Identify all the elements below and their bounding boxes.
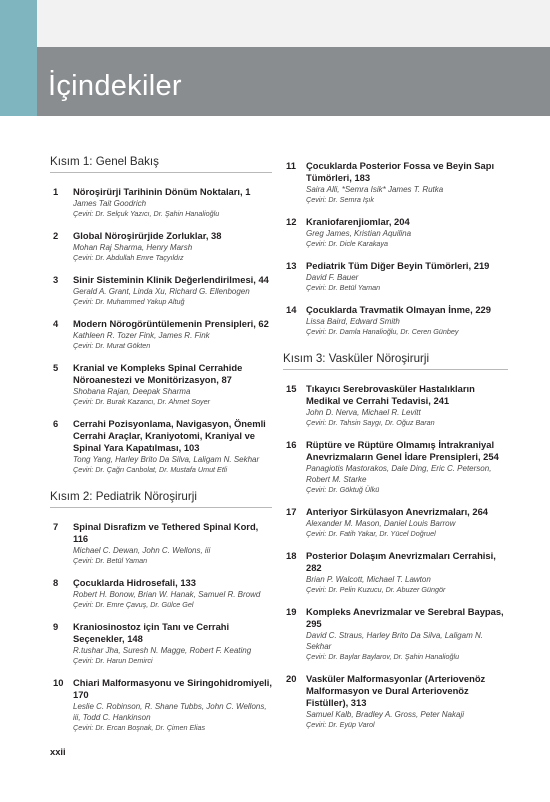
chapter-translators: Çeviri: Dr. Selçuk Yazıcı, Dr. Şahin Hanalioğlu	[73, 209, 220, 218]
toc-entry[interactable]	[50, 362, 272, 407]
chapter-translators: Çeviri: Dr. Dicle Karakaya	[306, 239, 389, 248]
toc-entry[interactable]	[283, 383, 508, 428]
toc-entry[interactable]	[283, 673, 508, 730]
chapter-title: Çocuklarda Posterior Fossa ve Beyin Sapı Tümörleri, 183	[306, 160, 495, 183]
toc-entry[interactable]	[50, 577, 272, 610]
chapter-title: Kranial ve Kompleks Spinal Cerrahide Nöroanestezi ve Monitörizasyon, 87	[73, 362, 243, 385]
chapter-number: 19	[286, 606, 297, 617]
chapter-authors: Brian P. Walcott, Michael T. Lawton	[306, 575, 431, 584]
chapter-title: Cerrahi Pozisyonlama, Navigasyon, Önemli Cerrahi Araçlar, Kraniyotomi, Kraniyal ve Spinal Yara Kapatılması, 103	[73, 418, 266, 453]
chapter-title: Anteriyor Sirkülasyon Anevrizmaları, 264	[306, 506, 489, 517]
chapter-number: 8	[53, 577, 59, 588]
section-heading: Kısım 3: Vasküler Nöroşirurji	[283, 352, 508, 370]
chapter-number: 14	[286, 304, 297, 315]
chapter-title: Sinir Sisteminin Klinik Değerlendirilmesi, 44	[73, 274, 269, 285]
chapter-title: Spinal Disrafizm ve Tethered Spinal Kord, 116	[73, 521, 259, 544]
chapter-number: 16	[286, 439, 297, 450]
chapter-authors: Shobana Rajan, Deepak Sharma	[73, 387, 191, 396]
chapter-number: 4	[53, 318, 59, 329]
chapter-translators: Çeviri: Dr. Eyüp Varol	[306, 720, 375, 729]
chapter-translators: Çeviri: Dr. Fatih Yakar, Dr. Yücel Doğruel	[306, 529, 436, 538]
toc-column-left	[50, 155, 272, 733]
chapter-authors: Samuel Kalb, Bradley A. Gross, Peter Nakaji	[306, 710, 464, 719]
toc-entry[interactable]	[50, 621, 272, 666]
chapter-number: 10	[53, 677, 64, 688]
chapter-number: 6	[53, 418, 59, 429]
chapter-title: Kraniofarenjiomlar, 204	[306, 216, 410, 227]
chapter-number: 15	[286, 383, 297, 394]
chapter-authors: R.tushar Jha, Suresh N. Magge, Robert F. Keating	[73, 646, 252, 655]
chapter-number: 3	[53, 274, 59, 285]
chapter-authors: Panagiotis Mastorakos, Dale Ding, Eric C. Peterson, Robert M. Starke	[306, 464, 492, 484]
chapter-number: 1	[53, 186, 59, 197]
chapter-translators: Çeviri: Dr. Tahsin Saygı, Dr. Oğuz Baran	[306, 418, 435, 427]
chapter-number: 11	[286, 160, 296, 171]
toc-entry[interactable]	[283, 550, 508, 595]
toc-entry[interactable]	[50, 186, 272, 219]
toc-entry[interactable]	[283, 506, 508, 539]
toc-entry[interactable]	[50, 318, 272, 351]
toc-entry[interactable]	[50, 230, 272, 263]
chapter-translators: Çeviri: Dr. Betül Yaman	[306, 283, 381, 292]
toc-entry[interactable]	[283, 606, 508, 662]
chapter-title: Vasküler Malformasyonlar (Arteriovenöz Malformasyon ve Dural Arteriovenöz Fistüller), 313	[306, 673, 486, 708]
chapter-title: Nöroşirürji Tarihinin Dönüm Noktaları, 1	[73, 186, 251, 197]
top-band	[0, 0, 550, 47]
chapter-title: Çocuklarda Hidrosefali, 133	[73, 577, 196, 588]
chapter-translators: Çeviri: Dr. Harun Demirci	[73, 656, 153, 665]
chapter-translators: Çeviri: Dr. Semra Işık	[306, 195, 375, 204]
section-heading: Kısım 1: Genel Bakış	[50, 155, 272, 173]
teal-accent-strip	[0, 0, 37, 116]
toc-entry[interactable]	[283, 160, 508, 205]
toc-entry[interactable]	[283, 216, 508, 249]
chapter-number: 9	[53, 621, 59, 632]
chapter-authors: Greg James, Kristian Aquilina	[306, 229, 412, 238]
page-number: xxii	[50, 746, 66, 757]
chapter-authors: David F. Bauer	[306, 273, 359, 282]
chapter-title: Çocuklarda Travmatik Olmayan İnme, 229	[306, 304, 491, 315]
chapter-translators: Çeviri: Dr. Çağrı Canbolat, Dr. Mustafa Umut Etli	[73, 465, 228, 474]
chapter-title: Kompleks Anevrizmalar ve Serebral Baypas, 295	[306, 606, 504, 629]
chapter-authors: Alexander M. Mason, Daniel Louis Barrow	[306, 519, 456, 528]
chapter-translators: Çeviri: Dr. Murat Gökten	[73, 341, 151, 350]
chapter-title: Modern Nörogörüntülemenin Prensipleri, 62	[73, 318, 269, 329]
chapter-translators: Çeviri: Dr. Göktuğ Ülkü	[306, 485, 380, 494]
toc-entry[interactable]	[283, 439, 508, 495]
chapter-translators: Çeviri: Dr. Abdullah Emre Taçyıldız	[73, 253, 184, 262]
chapter-authors: David C. Straus, Harley Brito Da Silva, Laligam N. Sekhar	[306, 631, 483, 651]
chapter-number: 7	[53, 521, 59, 532]
chapter-number: 12	[286, 216, 297, 227]
chapter-translators: Çeviri: Dr. Muhammed Yakup Altuğ	[73, 297, 185, 306]
chapter-number: 13	[286, 260, 297, 271]
chapter-translators: Çeviri: Dr. Burak Kazancı, Dr. Ahmet Soyer	[73, 397, 210, 406]
chapter-translators: Çeviri: Dr. Pelin Kuzucu, Dr. Abuzer Güngör	[306, 585, 446, 594]
chapter-title: Posterior Dolaşım Anevrizmaları Cerrahisi, 282	[306, 550, 496, 573]
chapter-authors: Saira Alli, *Semra Isik* James T. Rutka	[306, 185, 444, 194]
chapter-title: Pediatrik Tüm Diğer Beyin Tümörleri, 219	[306, 260, 490, 271]
chapter-translators: Çeviri: Dr. Ercan Boşnak, Dr. Çimen Elias	[73, 723, 206, 732]
toc-entry[interactable]	[283, 304, 508, 337]
chapter-authors: Leslie C. Robinson, R. Shane Tubbs, John C. Wellons, iii, Todd C. Hankinson	[73, 702, 267, 722]
section-heading: Kısım 2: Pediatrik Nöroşirurji	[50, 490, 272, 508]
chapter-authors: Michael C. Dewan, John C. Wellons, iii	[73, 546, 211, 555]
chapter-number: 2	[53, 230, 59, 241]
chapter-authors: Tong Yang, Harley Brito Da Silva, Laligam N. Sekhar	[73, 455, 260, 464]
chapter-number: 20	[286, 673, 297, 684]
chapter-authors: Gerald A. Grant, Linda Xu, Richard G. Ellenbogen	[73, 287, 250, 296]
toc-entry[interactable]	[50, 274, 272, 307]
chapter-title: Global Nöroşirürjide Zorluklar, 38	[73, 230, 222, 241]
chapter-translators: Çeviri: Dr. Emre Çavuş, Dr. Gülce Gel	[73, 600, 194, 609]
chapter-number: 17	[286, 506, 297, 517]
chapter-title: Chiari Malformasyonu ve Siringohidromiyeli, 170	[73, 677, 272, 700]
toc-entry[interactable]	[50, 521, 272, 566]
chapter-title: Rüptüre ve Rüptüre Olmamış İntrakraniyal Anevrizmaların Genel İdare Prensipleri, 254	[306, 439, 499, 462]
chapter-translators: Çeviri: Dr. Baylar Baylarov, Dr. Şahin Hanalioğlu	[306, 652, 460, 661]
chapter-authors: Lissa Baird, Edward Smith	[306, 317, 400, 326]
chapter-title: Tıkayıcı Serebrovasküler Hastalıkların Medikal ve Cerrahi Tedavisi, 241	[306, 383, 475, 406]
chapter-authors: James Tait Goodrich	[73, 199, 147, 208]
toc-entry[interactable]	[50, 677, 272, 733]
toc-entry[interactable]	[50, 418, 272, 475]
chapter-number: 18	[286, 550, 297, 561]
toc-column-right	[283, 160, 508, 730]
chapter-title: Kraniosinostoz için Tanı ve Cerrahi Seçenekler, 148	[73, 621, 230, 644]
chapter-translators: Çeviri: Dr. Damla Hanalioğlu, Dr. Ceren Günbey	[306, 327, 459, 336]
toc-entry[interactable]	[283, 260, 508, 293]
chapter-authors: Mohan Raj Sharma, Henry Marsh	[73, 243, 193, 252]
chapter-authors: Kathleen R. Tozer Fink, James R. Fink	[73, 331, 210, 340]
chapter-number: 5	[53, 362, 59, 373]
chapter-authors: Robert H. Bonow, Brian W. Hanak, Samuel R. Browd	[73, 590, 261, 599]
page-title: İçindekiler	[48, 70, 182, 102]
chapter-translators: Çeviri: Dr. Betül Yaman	[73, 556, 148, 565]
chapter-authors: John D. Nerva, Michael R. Levitt	[306, 408, 421, 417]
